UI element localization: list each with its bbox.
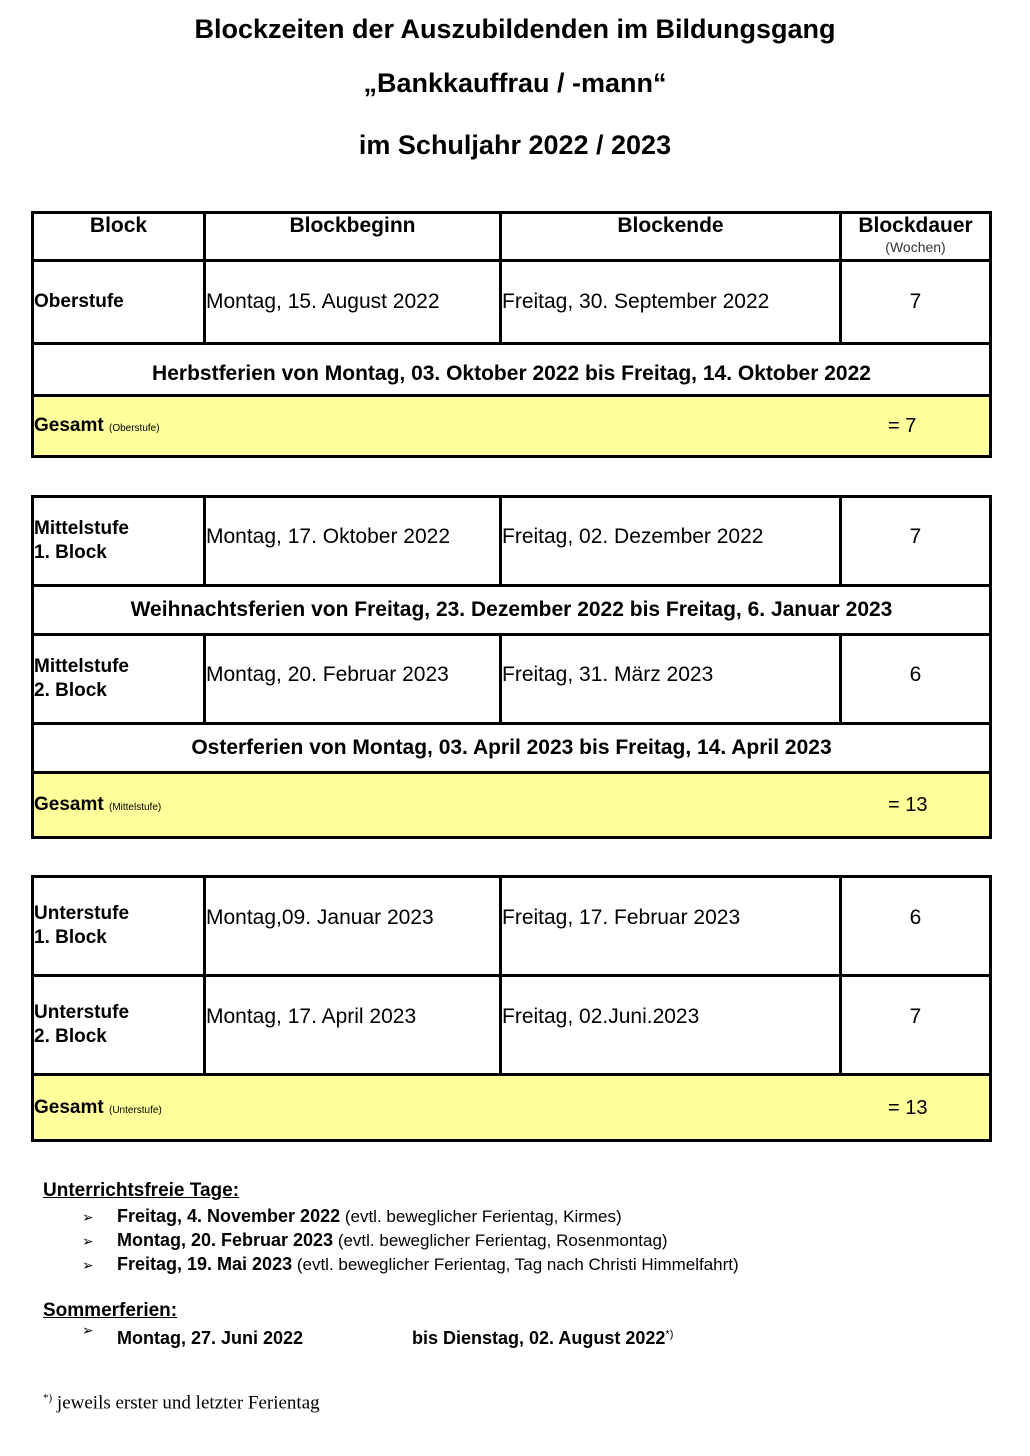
block-label: Oberstufe	[33, 261, 205, 344]
summer-item	[82, 1322, 782, 1349]
block-duration: 6	[841, 877, 991, 976]
summer-to: bis Dienstag, 02. August 2022	[412, 1328, 666, 1348]
block-begin: Montag, 15. August 2022	[205, 261, 501, 344]
list-item: ➢ Freitag, 19. Mai 2023 (evtl. beweglicher Ferientag, Tag nach Christi Himmelfahrt)	[82, 1254, 739, 1274]
block-label: Mittelstufe 1. Block	[33, 497, 205, 586]
total-cell	[33, 396, 991, 457]
list-item: ➢ Montag, 20. Februar 2023 (evtl. beweglicher Ferientag, Rosenmontag)	[82, 1230, 668, 1250]
summer-footnote-mark: *)	[665, 1328, 674, 1341]
free-days-title: Unterrichtsfreie Tage:	[43, 1180, 240, 1201]
total-label: Gesamt	[34, 1096, 104, 1118]
oberstufe-table	[31, 211, 992, 458]
block-end: Freitag, 02. Dezember 2022	[501, 497, 841, 586]
block-end: Freitag, 31. März 2023	[501, 635, 841, 724]
block-begin: Montag, 17. April 2023	[205, 976, 501, 1075]
total-label: Gesamt	[34, 794, 104, 815]
header-duration-unit: (Wochen)	[885, 239, 946, 255]
holiday-row	[33, 344, 991, 396]
holiday-text: Herbstferien von Montag, 03. Oktober 2022 bis Freitag, 14. Oktober 2022	[33, 344, 991, 396]
table-row	[33, 261, 991, 344]
block-label: Mittelstufe 2. Block	[33, 635, 205, 724]
holiday-row	[33, 724, 991, 773]
mittelstufe-table	[31, 495, 992, 839]
table-row	[33, 877, 991, 976]
arrow-bullet-icon: ➢	[82, 1233, 94, 1249]
block-label: Unterstufe 2. Block	[33, 976, 205, 1075]
summer-from: Montag, 27. Juni 2022	[117, 1328, 304, 1348]
block-begin: Montag,09. Januar 2023	[205, 877, 501, 976]
table-row	[33, 497, 991, 586]
table-row	[33, 976, 991, 1075]
page-title: Blockzeiten der Auszubildenden im Bildungsgang	[194, 14, 836, 44]
arrow-bullet-icon: ➢	[82, 1257, 94, 1273]
block-label: Unterstufe 1. Block	[33, 877, 205, 976]
table-row	[33, 635, 991, 724]
total-sub: (Mittelstufe)	[108, 802, 162, 813]
block-duration: 7	[841, 261, 991, 344]
total-sub: (Unterstufe)	[108, 1104, 162, 1116]
holiday-text: Weihnachtsferien von Freitag, 23. Dezember 2022 bis Freitag, 6. Januar 2023	[33, 586, 991, 635]
arrow-bullet-icon: ➢	[82, 1209, 94, 1225]
holiday-row	[33, 586, 991, 635]
block-duration: 7	[841, 497, 991, 586]
block-end: Freitag, 17. Februar 2023	[501, 877, 841, 976]
total-cell	[33, 1075, 991, 1141]
footnote: *) jeweils erster und letzter Ferientag	[43, 1392, 320, 1414]
header-duration: Blockdauer (Wochen)	[841, 213, 991, 261]
header-begin: Blockbeginn	[205, 213, 501, 261]
unterstufe-table	[31, 875, 992, 1142]
block-begin: Montag, 20. Februar 2023	[205, 635, 501, 724]
total-value: = 7	[888, 415, 917, 437]
block-end: Freitag, 30. September 2022	[501, 261, 841, 344]
holiday-text: Osterferien von Montag, 03. April 2023 bis Freitag, 14. April 2023	[33, 724, 991, 773]
total-value: = 13	[888, 1096, 928, 1119]
block-duration: 7	[841, 976, 991, 1075]
header-end: Blockende	[501, 213, 841, 261]
total-row	[33, 773, 991, 838]
block-begin: Montag, 17. Oktober 2022	[205, 497, 501, 586]
header-block: Block	[33, 213, 205, 261]
block-end: Freitag, 02.Juni.2023	[501, 976, 841, 1075]
total-label: Gesamt	[34, 415, 104, 436]
summer-title: Sommerferien:	[43, 1300, 178, 1321]
total-row	[33, 396, 991, 457]
list-item: ➢ Freitag, 4. November 2022 (evtl. beweglicher Ferientag, Kirmes)	[82, 1206, 622, 1226]
total-value: = 13	[888, 794, 928, 816]
arrow-bullet-icon: ➢	[82, 1322, 94, 1338]
page-subtitle-year: im Schuljahr 2022 / 2023	[358, 130, 672, 160]
table-header-row	[33, 213, 991, 261]
page-subtitle-program: „Bankkauffrau / -mann“	[363, 68, 667, 98]
total-cell	[33, 773, 991, 838]
block-duration: 6	[841, 635, 991, 724]
total-sub: (Oberstufe)	[108, 423, 160, 434]
total-row	[33, 1075, 991, 1141]
